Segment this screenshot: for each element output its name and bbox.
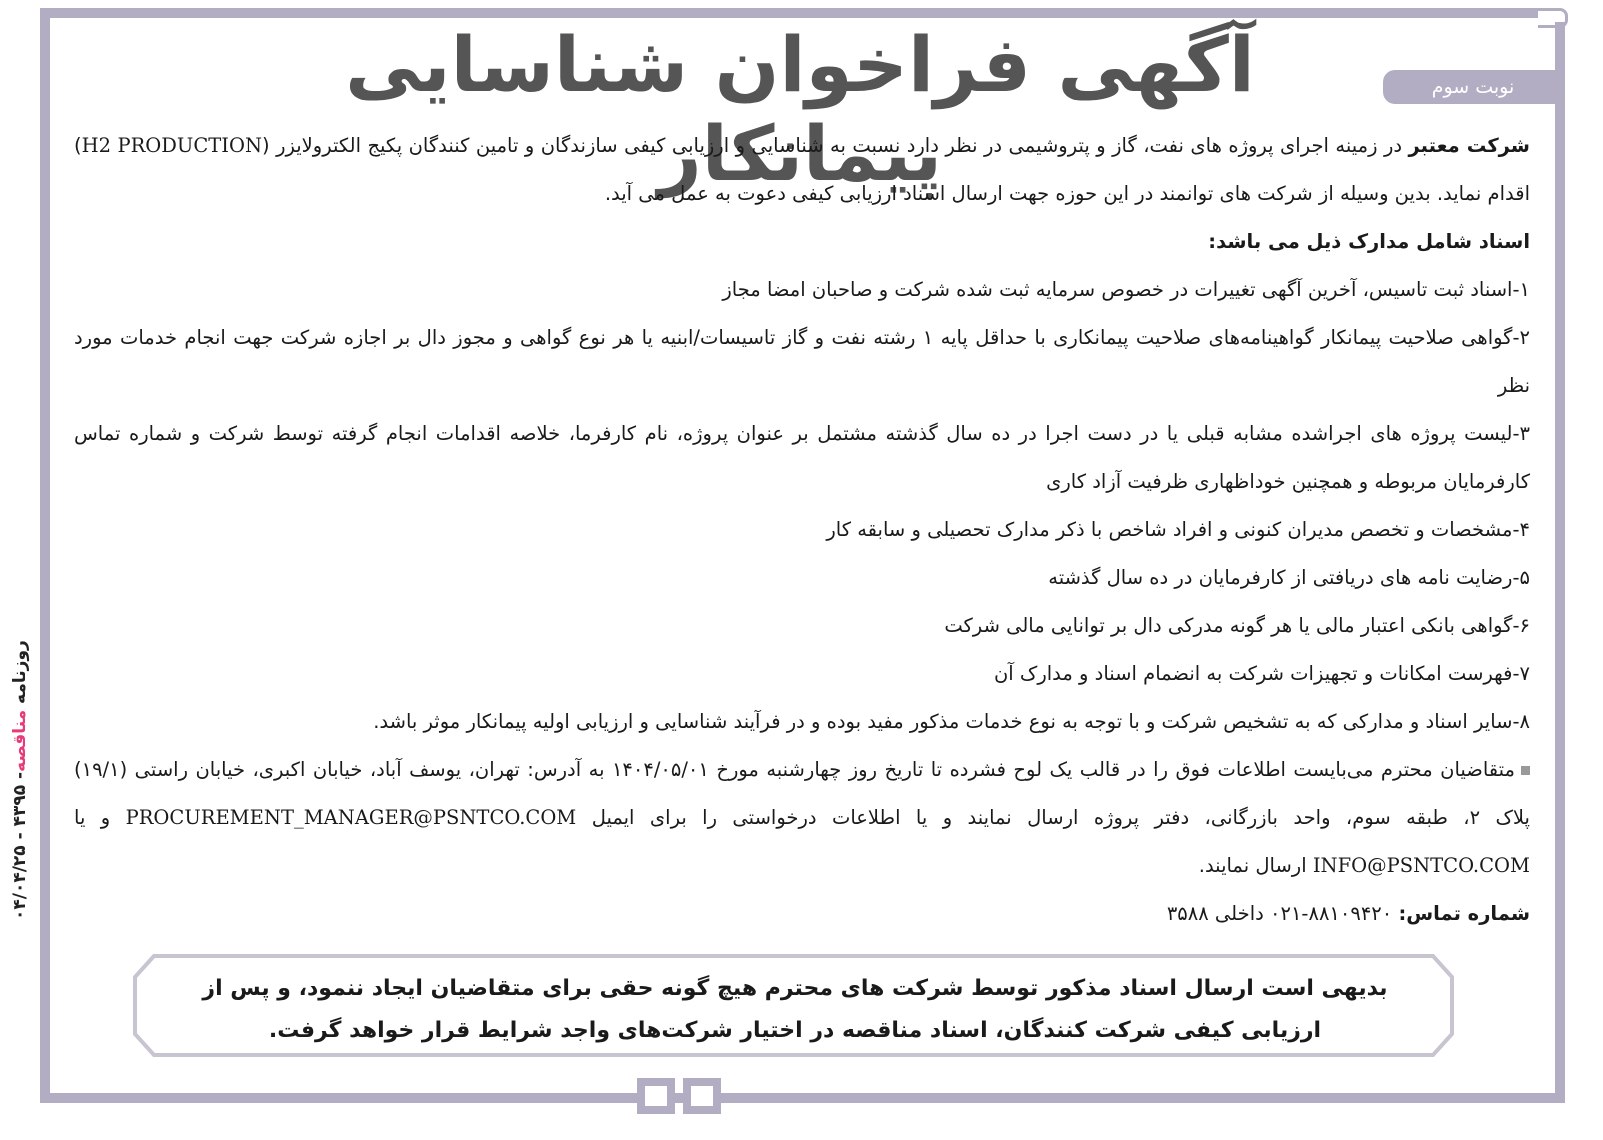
ad-body bbox=[74, 122, 1530, 938]
info-email-link[interactable]: INFO@PSNTCO.COM bbox=[1312, 854, 1530, 877]
contact-label: شماره تماس: bbox=[1398, 902, 1530, 925]
list-item: ۸-سایر اسناد و مدارکی که به تشخیص شرکت و با توجه به نوع خدمات مذکور مفید بوده و در فرآیند شناسایی و ارزیابی اولیه پیمانکار موثر باشد. bbox=[373, 710, 1530, 733]
round-badge: نوبت سوم bbox=[1383, 70, 1563, 104]
contact-line bbox=[74, 890, 1530, 938]
side-label-issue: - ۴۳۹۵ - ۰۴/۰۴/۲۵ bbox=[10, 771, 30, 920]
bullet-square-icon bbox=[1521, 766, 1530, 775]
docs-heading: اسناد شامل مدارک ذیل می باشد: bbox=[1208, 230, 1530, 253]
list-item: ۵-رضایت نامه های دریافتی از کارفرمایان در ده سال گذشته bbox=[1048, 566, 1530, 589]
intro-paragraph bbox=[74, 122, 1530, 218]
submission-text-2: و یا bbox=[74, 806, 126, 829]
list-item: ۴-مشخصات و تخصص مدیران کنونی و افراد شاخص با ذکر مدارک تحصیلی و سابقه کار bbox=[826, 518, 1530, 541]
newspaper-side-label bbox=[10, 640, 40, 940]
frame-bottom-border bbox=[40, 1093, 1565, 1103]
intro-text: در زمینه اجرای پروژه های نفت، گاز و پتروشیمی در نظر دارد نسبت به شناسایی و ارزیابی کیفی سازندگان و تامین کنندگان پکیج الکترولایزر ( bbox=[262, 134, 1409, 157]
list-item: ۳-لیست پروژه های اجراشده مشابه قبلی یا در دست اجرا در ده سال گذشته مشتمل بر عنوان پروژه، نام کارفرما، خلاصه اقدامات انجام گرفته توسط شرکت و شماره تماس کارفرمایان مربوطه و همچنین خوداظهاری ظرفیت آزاد کاری bbox=[74, 422, 1530, 493]
frame-corner-decoration bbox=[1538, 8, 1568, 28]
list-item: ۷-فهرست امکانات و تجهیزات شرکت به انضمام اسناد و مدارک آن bbox=[993, 662, 1530, 685]
page-title: آگهی فراخوان شناسایی پیمانکار bbox=[345, 20, 1255, 198]
frame-left-border bbox=[40, 8, 50, 1103]
newspaper-brand: مناقصه bbox=[10, 709, 30, 772]
frame-right-border bbox=[1555, 22, 1565, 1103]
list-item: ۱-اسناد ثبت تاسیس، آخرین آگهی تغییرات در خصوص سرمایه ثبت شده شرکت و صاحبان امضا مجاز bbox=[722, 278, 1530, 301]
intro-text-2: ) اقدام نماید. بدین وسیله از شرکت های توانمند در این حوزه جهت ارسال اسناد ارزیابی کیفی دعوت به عمل می آید. bbox=[74, 134, 1530, 205]
package-name: H2 PRODUCTION bbox=[81, 134, 263, 157]
submission-paragraph bbox=[74, 746, 1530, 890]
frame-top-border bbox=[40, 8, 1538, 18]
notice-text: بدیهی است ارسال اسناد مذکور توسط شرکت های محترم هیچ گونه حقی برای متقاضیان ایجاد ننمود، و پس از ارزیابی کیفی شرکت کنندگان، اسناد مناقصه در اختیار شرکت‌های واجد شرایط قرار خواهد گرفت. bbox=[202, 976, 1388, 1043]
submission-text-3: ارسال نمایند. bbox=[1198, 854, 1313, 877]
side-label-prefix: روزنامه bbox=[10, 640, 30, 710]
submission-text: متقاضیان محترم می‌بایست اطلاعات فوق را در قالب یک لوح فشرده تا تاریخ روز چهارشنبه مورخ ۱۴۰۴/۰۵/۰۱ به آدرس: تهران، یوسف آباد، خیابان اکبری، خیابان راستی (۱۹/۱) پلاک ۲، طبقه سوم، واحد بازرگانی، دفتر پروژه ارسال نمایند و یا اطلاعات درخواستی را برای ایمیل bbox=[74, 758, 1530, 829]
list-item: ۶-گواهی بانکی اعتبار مالی یا هر گونه مدرکی دال بر توانایی مالی شرکت bbox=[944, 614, 1530, 637]
company-name: شرکت معتبر bbox=[1408, 134, 1530, 157]
contact-phone: ۸۸۱۰۹۴۲۰-۰۲۱ داخلی ۳۵۸۸ bbox=[1166, 902, 1399, 925]
procurement-email-link[interactable]: PROCUREMENT_MANAGER@PSNTCO.COM bbox=[125, 806, 577, 829]
list-item: ۲-گواهی صلاحیت پیمانکار گواهینامه‌های صلاحیت پیمانکاری با حداقل پایه ۱ رشته نفت و گاز تاسیسات/ابنیه یا هر نوع گواهی و مجوز دال بر اجازه شرکت جهت انجام خدمات مورد نظر bbox=[74, 326, 1530, 397]
frame-square-decoration bbox=[683, 1078, 721, 1114]
frame-square-decoration bbox=[637, 1078, 675, 1114]
